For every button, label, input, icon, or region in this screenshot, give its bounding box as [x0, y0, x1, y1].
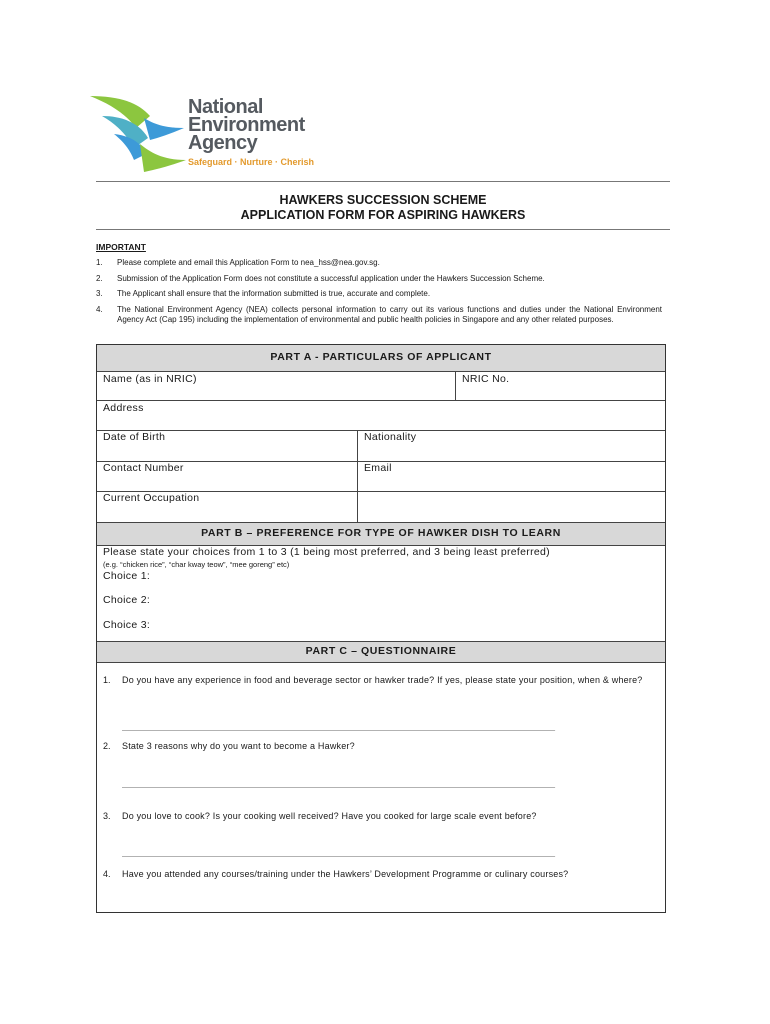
choice-3-field[interactable]: Choice 3:: [103, 619, 151, 631]
document-title: [96, 193, 670, 223]
bottom-rule: [96, 229, 670, 230]
nea-logo-text: [188, 98, 314, 167]
question-1-text: Do you have any experience in food and beverage sector or hawker trade? If yes, please state your position, when & where?: [122, 675, 643, 685]
item-text: Submission of the Application Form does not constitute a successful application under the Hawkers Succession Scheme.: [117, 274, 545, 283]
question-3-answer-line[interactable]: ________________________________________________________________________________________________: [122, 847, 555, 857]
question-2-answer-line[interactable]: ________________________________________________________________________________________________: [122, 778, 555, 788]
application-form: [96, 344, 666, 913]
part-b-header: [97, 523, 665, 545]
part-a-header: [97, 345, 665, 371]
date-of-birth-field[interactable]: Date of Birth: [103, 431, 166, 443]
current-occupation-field[interactable]: Current Occupation: [103, 492, 200, 504]
part-c-header: [97, 642, 665, 662]
important-item-1: [96, 258, 662, 270]
nationality-field[interactable]: Nationality: [364, 431, 417, 443]
email-field[interactable]: Email: [364, 462, 392, 474]
logo-line-agency: Agency: [188, 132, 258, 154]
choice-1-field[interactable]: Choice 1:: [103, 570, 151, 582]
nric-field[interactable]: NRIC No.: [462, 373, 510, 385]
part-a-title: PART A - PARTICULARS OF APPLICANT: [270, 351, 492, 363]
title-line-1: HAWKERS SUCCESSION SCHEME: [279, 193, 487, 207]
question-2-text: State 3 reasons why do you want to become a Hawker?: [122, 741, 355, 751]
part-b-example: (e.g. “chicken rice”, “char kway teow”, “mee goreng” etc): [103, 560, 290, 569]
address-field[interactable]: Address: [103, 402, 144, 414]
name-field[interactable]: Name (as in NRIC): [103, 373, 197, 385]
contact-number-field[interactable]: Contact Number: [103, 462, 184, 474]
item-number: 3.: [96, 289, 103, 298]
item-text: The Applicant shall ensure that the information submitted is true, accurate and complete.: [117, 289, 431, 298]
logo-line-national: National: [188, 96, 263, 118]
item-number: 4.: [96, 305, 103, 314]
important-item-3: [96, 289, 662, 301]
logo-line-environment: Environment: [188, 114, 305, 136]
question-3-number: 3.: [103, 811, 111, 821]
choice-2-field[interactable]: Choice 2:: [103, 594, 151, 606]
item-text: Please complete and email this Application Form to nea_hss@nea.gov.sg.: [117, 258, 380, 267]
question-1-answer-line[interactable]: ________________________________________________________________________________________________: [122, 721, 555, 731]
question-2-number: 2.: [103, 741, 111, 751]
question-3-text: Do you love to cook? Is your cooking well received? Have you cooked for large scale event before?: [122, 811, 537, 821]
important-item-4: [96, 305, 662, 337]
question-1-number: 1.: [103, 675, 111, 685]
top-rule: [96, 181, 670, 182]
item-number: 1.: [96, 258, 103, 267]
question-4-text: Have you attended any courses/training under the Hawkers’ Development Programme or culinary courses?: [122, 869, 569, 879]
important-heading: IMPORTANT: [96, 242, 146, 252]
important-item-2: [96, 274, 662, 286]
question-4-number: 4.: [103, 869, 111, 879]
logo-tagline: Safeguard · Nurture · Cherish: [188, 157, 315, 167]
part-b-title: PART B – PREFERENCE FOR TYPE OF HAWKER DISH TO LEARN: [201, 527, 561, 539]
item-text: The National Environment Agency (NEA) collects personal information to carry out its various functions and duties under the National Environment Agency Act (Cap 195) including the implementation of environmental and public health policies in Singapore and any other related purposes.: [117, 305, 662, 324]
nea-logo-icon: [88, 94, 188, 174]
part-c-title: PART C – QUESTIONNAIRE: [305, 645, 457, 657]
title-line-2: APPLICATION FORM FOR ASPIRING HAWKERS: [240, 208, 526, 222]
part-b-instruction: Please state your choices from 1 to 3 (1 being most preferred, and 3 being least preferred): [103, 546, 550, 558]
item-number: 2.: [96, 274, 103, 283]
